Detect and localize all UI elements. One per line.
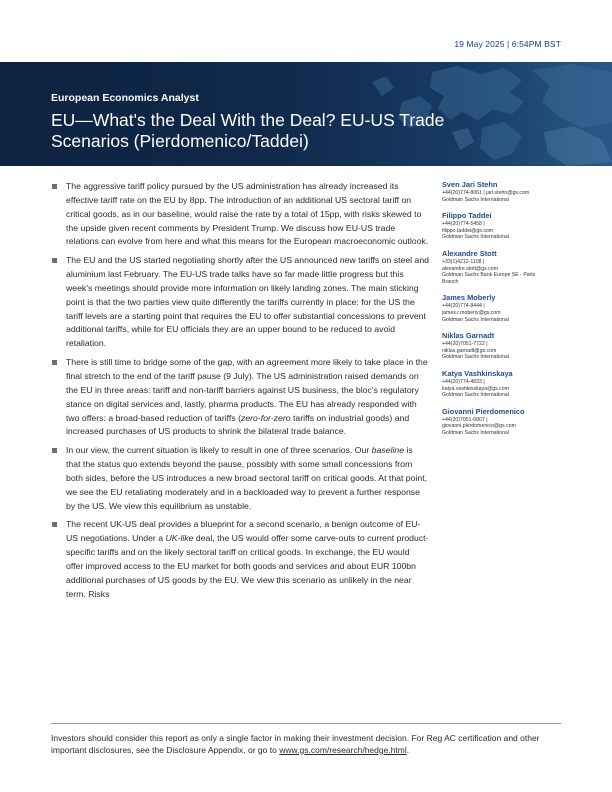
author-contact-line: Goldman Sachs International [442, 234, 509, 241]
disclosure-note [51, 733, 561, 756]
bullet-text: tariffs on industrial goods) and increased purchases of US products to shrink the bilateral trade balance. [66, 412, 410, 437]
author-entry [442, 249, 572, 285]
report-datestamp: 19 May 2025 | 6:54PM BST [454, 39, 561, 49]
bullet-marker-icon [52, 522, 57, 527]
author-contact-line: Goldman Sachs International [442, 316, 509, 323]
author-contact-line: james.r.moberly@gs.com [442, 309, 501, 316]
disclosure-link[interactable]: www.gs.com/research/hedge.html [279, 744, 407, 755]
author-contact-line: +44(20)774-4833 | [442, 378, 485, 385]
author-contact-line: niklas.garnadt@gs.com [442, 347, 497, 354]
series-title: European Economics Analyst [51, 92, 199, 104]
author-name[interactable]: Katya Vashkinskaya [442, 368, 513, 378]
report-title: EU—What's the Deal With the Deal? EU-US Trade Scenarios (Pierdomenico/Taddei) [51, 110, 445, 151]
author-contact-line: giovanni.pierdomenico@gs.com [442, 423, 516, 430]
author-name[interactable]: Alexandre Stott [442, 248, 497, 258]
author-contact-line: +44(20)774-5458 | [442, 221, 485, 228]
author-name[interactable]: James Moberly [442, 293, 496, 303]
author-contact-line: +44(20)7051-7722 | [442, 341, 488, 348]
author-entry [442, 369, 572, 399]
author-contact-line: alexandre.stott@gs.com [442, 265, 499, 272]
author-contact-line: Goldman Sachs International [442, 354, 509, 361]
summary-body [51, 180, 429, 606]
author-contact-line: Goldman Sachs Bank Europe SE - Paris [442, 272, 536, 279]
author-contact-line: +44(20)774-8061 | jari.stehn@gs.com [442, 190, 530, 196]
author-contact-line: +44(20)7051-6807 | [442, 416, 488, 423]
author-contact-line: +33(1)4212-1108 | [442, 258, 485, 265]
author-entry [442, 211, 572, 241]
summary-bullet [51, 180, 429, 249]
bullet-text: deal, the US would offer some carve-outs to current product-specific tariffs and on the likely sectoral tariff on critical goods. In exchange, the EU would offer improved access to the EU market for both goods and services and about EUR 100bn additional purchases of US goods by the EU. We view this scenario as unlikely in the near term. Risks [66, 533, 429, 599]
author-name[interactable]: Giovanni Pierdomenico [442, 406, 525, 416]
summary-bullet [51, 254, 429, 351]
bullet-text: The aggressive tariff policy pursued by the US administration has already increased its effective tariff rate on the EU by 8pp. The introduction of an additional US sectoral tariff on critical goods, as in our baseline, would raise the rate by a total of 15pp, with risks skewed to the upside given recent comments by President Trump. We discuss how EU-US trade relations can evolve from here and what this means for the European macroeconomic outlook. [66, 181, 429, 247]
author-list [442, 180, 572, 444]
bullet-text: is that the status quo extends beyond the pause, possibly with some small concessions from both sides, before the US introduces a new broad sectoral tariff on critical goods. At that point, we see the EU retaliating moderately and in a backloaded way to prevent a further response by the US. We view this equilibrium as unstable. [66, 445, 428, 511]
author-contact-line: katya.vashkinskaya@gs.com [442, 385, 509, 392]
author-contact-line: Branch [442, 278, 459, 285]
bullet-text: The EU and the US started negotiating shortly after the US announced new tariffs on steel and aluminium last February. The EU-US trade talks have so far made little progress but this week's meetings should provide more information on likely landing zones. The main sticking point is that the two parties view quite differently the tariffs currently in place: for the US the tariff levels are a starting point that requires the EU to offer substantial concessions to prevent additional tariffs, while for EU officials they are an upper bound to be reduced to avoid retaliation. [66, 255, 430, 349]
author-name[interactable]: Sven Jari Stehn [442, 180, 498, 189]
summary-bullet [51, 356, 429, 439]
bullet-marker-icon [52, 360, 57, 365]
disclosure-text: Investors should consider this report as only a single factor in making their investment decision. For Reg AC certification and other important disclosures, see the Disclosure Appendix, or go to [51, 733, 540, 755]
bullet-marker-icon [52, 258, 57, 263]
author-contact-line: Goldman Sachs International [442, 429, 509, 436]
author-contact-line: Goldman Sachs International [442, 196, 509, 203]
disclosure-trailing: . [406, 744, 410, 755]
author-entry [442, 180, 572, 203]
summary-bullet [51, 518, 429, 601]
author-name[interactable]: Filippo Taddei [442, 211, 492, 221]
bullet-marker-icon [52, 184, 57, 189]
author-entry [442, 331, 572, 361]
bullet-emphasis: baseline [371, 445, 405, 456]
header-banner [0, 62, 612, 166]
bullet-marker-icon [52, 448, 57, 453]
bullet-text: In our view, the current situation is likely to result in one of three scenarios. Our [66, 445, 372, 456]
author-contact-line: +44(20)774-8444 | [442, 303, 485, 310]
author-entry [442, 293, 572, 323]
summary-bullet [51, 444, 429, 513]
bullet-emphasis: UK-like [165, 533, 194, 544]
author-entry [442, 407, 572, 437]
author-contact-line: filippo.taddei@gs.com [442, 227, 494, 234]
bullet-text: There is still time to bridge some of the gap, with an agreement more likely to take place in the final stretch to the end of the tariff pause (9 July). The US administration raised demands on the EU in three areas: tariff and non-tariff barriers against US business, the bloc's regulatory stance on digital services and, lastly, pharma products. The EU has already responded with two offers: a broad-based reduction of tariffs ( [66, 357, 428, 423]
author-contact-line: Goldman Sachs International [442, 392, 509, 399]
footer-divider [51, 723, 561, 724]
bullet-emphasis: zero-for-zero [240, 412, 291, 423]
author-name[interactable]: Niklas Garnadt [442, 331, 495, 341]
bullet-text: The recent UK-US deal provides a blueprint for a second scenario, a benign outcome of EU-US negotiations. Under a [66, 519, 421, 544]
